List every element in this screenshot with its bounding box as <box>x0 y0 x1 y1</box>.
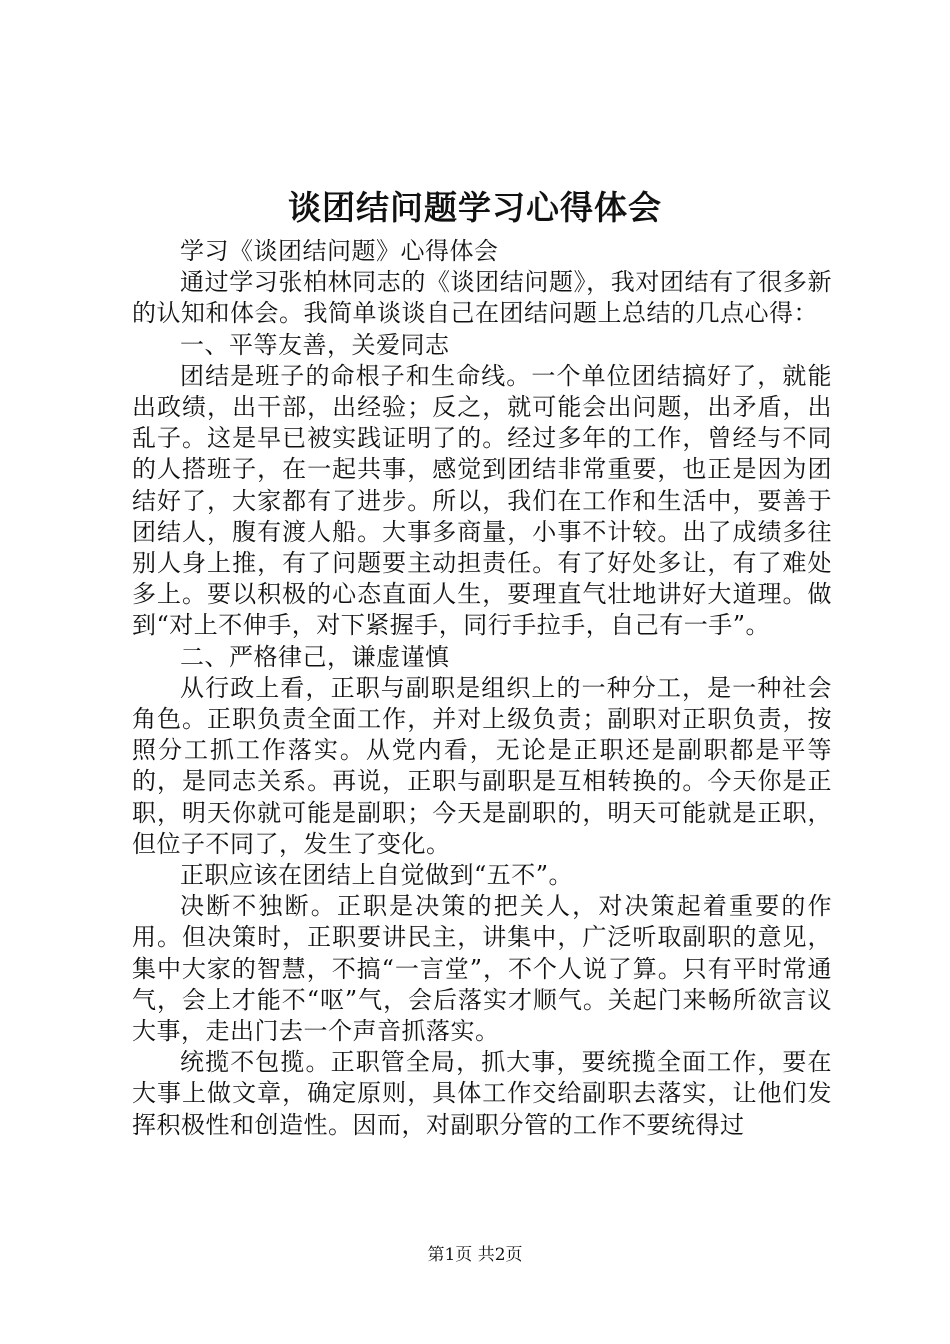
body-paragraph: 团结是班子的命根子和生命线。一个单位团结搞好了，就能出政绩，出干部，出经验；反之，就可能会出问题，出矛盾，出乱子。这是早已被实践证明了的。经过多年的工作，曾经与不同的人搭班子，在一起共事，感觉到团结非常重要，也正是因为团结好了，大家都有了进步。所以，我们在工作和生活中，要善于团结人，腹有渡人船。大事多商量，小事不计较。出了成绩多往别人身上推，有了问题要主动担责任。有了好处多让，有了难处多上。要以积极的心态直面人生，要理直气壮地讲好大道理。做到“对上不伸手，对下紧握手，同行手拉手，自己有一手”。 <box>132 361 832 640</box>
body-paragraph: 决断不独断。正职是决策的把关人，对决策起着重要的作用。但决策时，正职要讲民主，讲集中，广泛听取副职的意见，集中大家的智慧，不搞“一言堂”，不个人说了算。只有平时常通气，会上才能不“呕”气，会后落实才顺气。关起门来畅所欲言议大事，走出门去一个声音抓落实。 <box>132 892 832 1046</box>
body-paragraph: 统揽不包揽。正职管全局，抓大事，要统揽全面工作，要在大事上做文章，确定原则，具体工作交给副职去落实，让他们发挥积极性和创造性。因而，对副职分管的工作不要统得过 <box>132 1048 832 1139</box>
section-heading-1: 一、平等友善，关爱同志 <box>180 330 450 359</box>
body-paragraph: 正职应该在团结上自觉做到“五不”。 <box>180 861 574 890</box>
document-title: 谈团结问题学习心得体会 <box>288 188 662 227</box>
document-body <box>132 236 832 1141</box>
section-heading-2: 二、严格律己，谦虚谨慎 <box>180 642 450 671</box>
page-footer: 第1页 共2页 <box>427 1245 523 1265</box>
body-paragraph: 从行政上看，正职与副职是组织上的一种分工，是一种社会角色。正职负责全面工作，并对上级负责；副职对正职负责，按照分工抓工作落实。从党内看，无论是正职还是副职都是平等的，是同志关系。再说，正职与副职是互相转换的。今天你是正职，明天你就可能是副职；今天是副职的，明天可能就是正职，但位子不同了，发生了变化。 <box>132 673 832 858</box>
intro-paragraph: 通过学习张柏林同志的《谈团结问题》，我对团结有了很多新的认知和体会。我简单谈谈自己在团结问题上总结的几点心得： <box>132 268 832 328</box>
subtitle-paragraph: 学习《谈团结问题》心得体会 <box>180 237 499 265</box>
